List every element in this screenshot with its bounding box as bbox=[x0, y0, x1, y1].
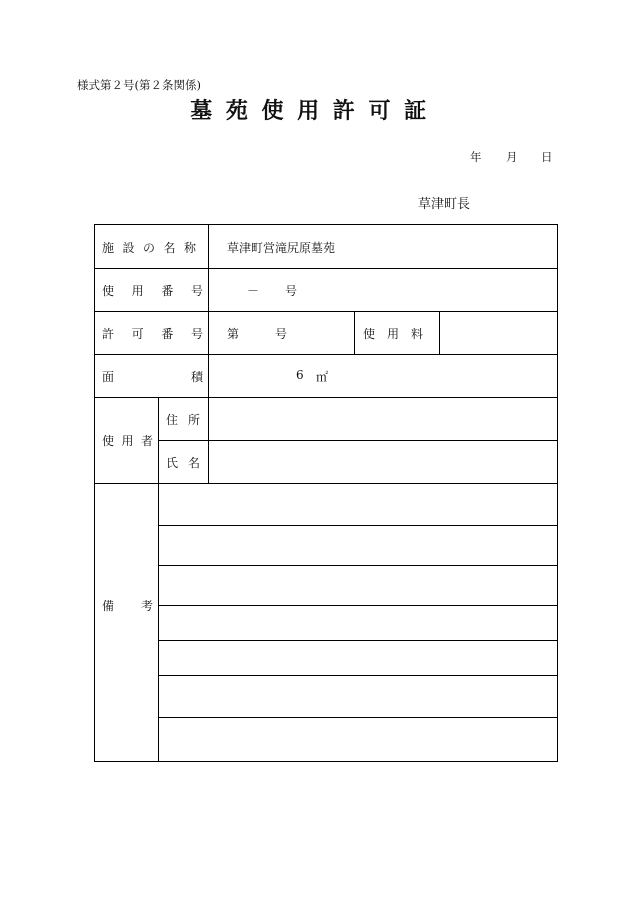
user-label: 使 用 者 bbox=[102, 434, 153, 448]
remarks-line bbox=[158, 565, 557, 566]
usage-number-suffix: 号 bbox=[285, 284, 298, 298]
row-divider bbox=[95, 397, 557, 398]
facility-name-value: 草津町営滝尻原墓苑 bbox=[227, 241, 336, 255]
permit-number-prefix: 第 bbox=[227, 327, 240, 341]
permit-number-suffix: 号 bbox=[275, 327, 288, 341]
permit-table bbox=[94, 224, 558, 762]
name-label: 氏 名 bbox=[166, 456, 200, 470]
area-label: 面 積 bbox=[102, 370, 203, 384]
usage-fee-label: 使 用 料 bbox=[363, 327, 423, 341]
date-month: 月 bbox=[506, 150, 518, 164]
column-divider bbox=[439, 311, 440, 354]
address-label: 住 所 bbox=[166, 413, 200, 427]
issuer-name: 草津町長 bbox=[418, 197, 471, 212]
permit-number-label: 許 可 番 号 bbox=[102, 327, 203, 341]
remarks-line bbox=[158, 640, 557, 641]
column-divider bbox=[354, 311, 355, 354]
date-year: 年 bbox=[470, 150, 482, 164]
column-divider bbox=[158, 397, 159, 761]
usage-number-dash: － bbox=[247, 284, 260, 298]
column-divider bbox=[208, 397, 209, 483]
remarks-line bbox=[158, 525, 557, 526]
form-number-label: 様式第２号(第２条関係) bbox=[77, 78, 201, 92]
row-divider bbox=[95, 311, 557, 312]
remarks-line bbox=[158, 717, 557, 718]
row-divider bbox=[95, 354, 557, 355]
area-unit: ㎡ bbox=[316, 370, 329, 384]
row-divider bbox=[95, 268, 557, 269]
column-divider bbox=[208, 225, 209, 397]
area-value: 6 bbox=[296, 368, 304, 382]
remarks-line bbox=[158, 675, 557, 676]
usage-number-label: 使 用 番 号 bbox=[102, 284, 203, 298]
remarks-line bbox=[158, 605, 557, 606]
remarks-label: 備 考 bbox=[102, 599, 153, 613]
facility-name-label: 施 設 の 名 称 bbox=[102, 241, 196, 255]
row-divider bbox=[95, 483, 557, 484]
date-day: 日 bbox=[541, 150, 553, 164]
row-divider bbox=[158, 440, 557, 441]
document-title: 墓苑使用許可証 bbox=[190, 98, 440, 124]
